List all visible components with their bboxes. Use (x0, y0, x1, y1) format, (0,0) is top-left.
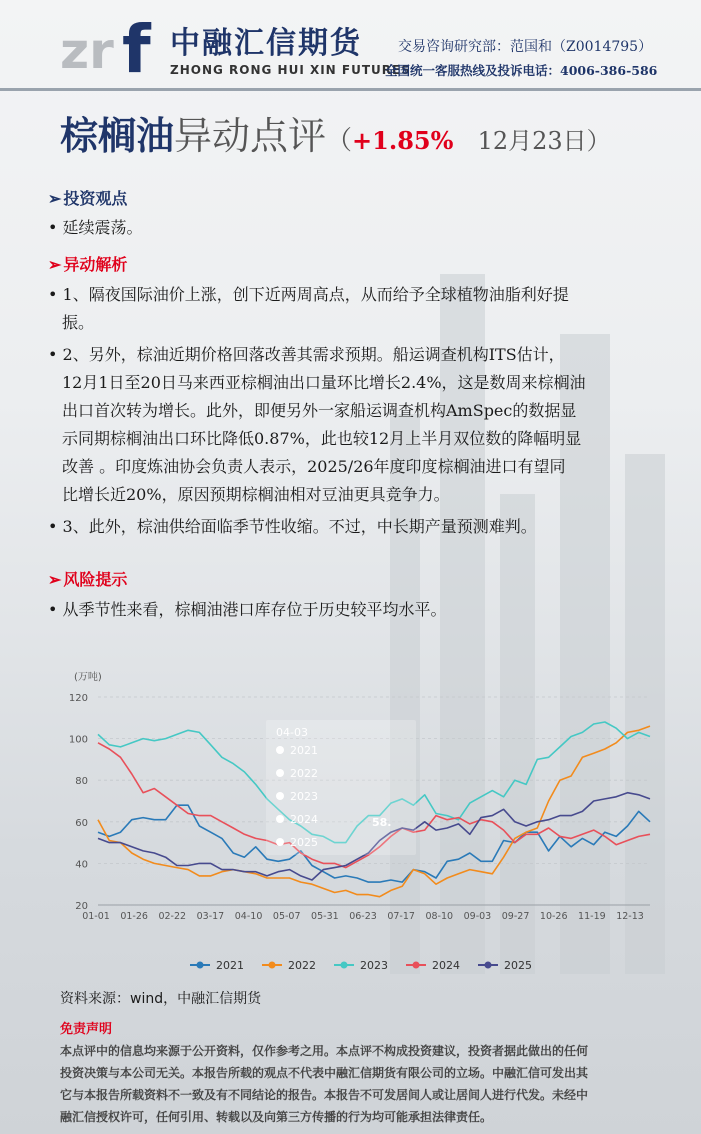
list-item-continuation: 12月1日至20日马来西亚棕榈油出口量环比增长2.4%，这是数周来棕榈油 (62, 373, 586, 392)
analysis-list (48, 281, 652, 541)
x-tick-label: 09-03 (463, 911, 492, 922)
disclaimer-line: 本点评中的信息均来源于公开资料，仅作参考之用。本点评不构成投资建议，投资者据此做出的任何 (60, 1044, 589, 1058)
view-paragraph (48, 214, 652, 242)
list-item-continuation: 振。 (62, 313, 95, 332)
x-tick-label: 08-10 (425, 911, 454, 922)
y-tick-label: 20 (75, 901, 88, 912)
legend-marker-2024 (413, 962, 420, 969)
analyst-contact: 交易咨询研究部：范国和（Z0014795） (398, 39, 653, 55)
company-logo (60, 10, 170, 82)
tooltip-series-label: 2022 (290, 767, 318, 780)
x-tick-label: 10-26 (539, 911, 568, 922)
x-tick-label: 01-01 (82, 911, 110, 922)
header-divider (0, 88, 701, 91)
tooltip-value: 58. (372, 816, 392, 829)
disclaimer-line: 融汇信授权许可，任何引用、转载以及向第三方传播的行为均可能承担法律责任。 (60, 1110, 493, 1124)
legend-label-2023: 2023 (360, 959, 388, 972)
section-heading-view: ➢ 投资观点 (48, 189, 128, 208)
page-title (60, 112, 611, 165)
title-subject: 异动点评 (174, 114, 327, 158)
y-tick-label: 100 (68, 734, 88, 746)
legend-marker-2021 (197, 962, 204, 969)
tooltip-marker (276, 792, 284, 800)
x-tick-label: 03-17 (196, 911, 225, 922)
brand-name-en: ZHONG RONG HUI XIN FUTURES (170, 63, 411, 77)
y-axis-unit: (万吨) (74, 672, 102, 683)
x-tick-label: 02-22 (158, 911, 187, 922)
disclaimer-text (60, 1040, 660, 1128)
title-commodity: 棕榈油 (60, 113, 175, 158)
disclaimer-line: 投资决策与本公司无关。本报告所载的观点不代表中融汇信期货有限公司的立场。中融汇信可发出其 (60, 1066, 589, 1080)
tooltip-series-label: 2025 (290, 836, 318, 849)
x-tick-label: 11-19 (578, 911, 606, 922)
svg-text:zr: zr (60, 22, 114, 80)
y-tick-label: 40 (75, 859, 88, 871)
tooltip-marker (276, 838, 284, 846)
svg-text:f: f (122, 11, 151, 82)
arrow-icon: ➢ (48, 255, 62, 274)
inventory-line-chart (60, 660, 660, 980)
title-change: +1.85% (352, 126, 454, 155)
brand-name-cn: 中融汇信期货 (170, 26, 362, 61)
tooltip-box (266, 720, 416, 855)
legend-label-2022: 2022 (288, 959, 316, 972)
data-source: 资料来源：wind，中融汇信期货 (60, 991, 262, 1007)
tooltip-marker (276, 815, 284, 823)
disclaimer-line: 它与本报告所载资料不一致及有不同结论的报告。本报告不可发居间人或让居间人进行代发。未经中 (60, 1088, 589, 1102)
arrow-icon: ➢ (48, 189, 62, 208)
list-item-continuation: 出口首次转为增长。此外，即便另外一家船运调查机构AmSpec的数据显 (62, 401, 577, 420)
tooltip-series-label: 2021 (290, 744, 318, 757)
list-item: • 1、隔夜国际油价上涨，创下近两周高点，从而给予全球植物油脂利好提 (48, 285, 569, 304)
list-item: • 3、此外，棕油供给面临季节性收缩。不过，中长期产量预测难判。 (48, 517, 537, 536)
x-tick-label: 07-17 (387, 911, 415, 922)
title-paren: （ (326, 126, 353, 156)
section-heading-risk: ➢ 风险提示 (48, 570, 128, 589)
list-item: • 延续震荡。 (48, 218, 143, 237)
hotline-contact: 全国统一客服热线及投诉电话：4006-386-586 (385, 63, 658, 78)
x-tick-label: 12-13 (616, 911, 644, 922)
tooltip-series-label: 2023 (290, 790, 318, 803)
tooltip-series-label: 2024 (290, 813, 318, 826)
y-tick-label: 120 (68, 693, 88, 704)
y-tick-label: 60 (75, 817, 88, 829)
legend-label-2021: 2021 (216, 959, 244, 972)
list-item-continuation: 改善 。印度炼油协会负责人表示，2025/26年度印度棕榈油进口有望同 (62, 457, 566, 476)
x-tick-label: 05-31 (311, 911, 339, 922)
y-tick-label: 80 (75, 776, 88, 788)
x-tick-label: 09-27 (501, 911, 530, 922)
list-item: • 2、另外，棕油近期价格回落改善其需求预期。船运调查机构ITS估计， (48, 345, 565, 364)
x-tick-label: 05-07 (272, 911, 301, 922)
x-tick-label: 04-10 (234, 911, 263, 922)
list-item: • 从季节性来看，棕榈油港口库存位于历史较平均水平。 (48, 600, 447, 619)
tooltip-marker (276, 769, 284, 777)
x-tick-label: 06-23 (349, 911, 377, 922)
legend-marker-2022 (269, 962, 276, 969)
title-date: 12月23日） (477, 127, 611, 155)
legend-marker-2025 (485, 962, 492, 969)
legend-label-2025: 2025 (504, 959, 532, 972)
list-item-continuation: 示同期棕榈油出口环比降低0.87%，此也较12月上半月双位数的降幅明显 (62, 429, 582, 448)
risk-paragraph (48, 596, 652, 624)
section-heading-analysis: ➢ 异动解析 (48, 255, 128, 274)
tooltip-date: 04-03 (276, 726, 308, 739)
legend-label-2024: 2024 (432, 959, 460, 972)
arrow-icon: ➢ (48, 570, 62, 589)
list-item-continuation: 比增长近20%，原因预期棕榈油相对豆油更具竞争力。 (62, 485, 450, 504)
disclaimer-heading: 免责声明 (60, 1022, 113, 1037)
legend-marker-2023 (341, 962, 348, 969)
x-tick-label: 01-26 (120, 911, 148, 922)
tooltip-marker (276, 746, 284, 754)
